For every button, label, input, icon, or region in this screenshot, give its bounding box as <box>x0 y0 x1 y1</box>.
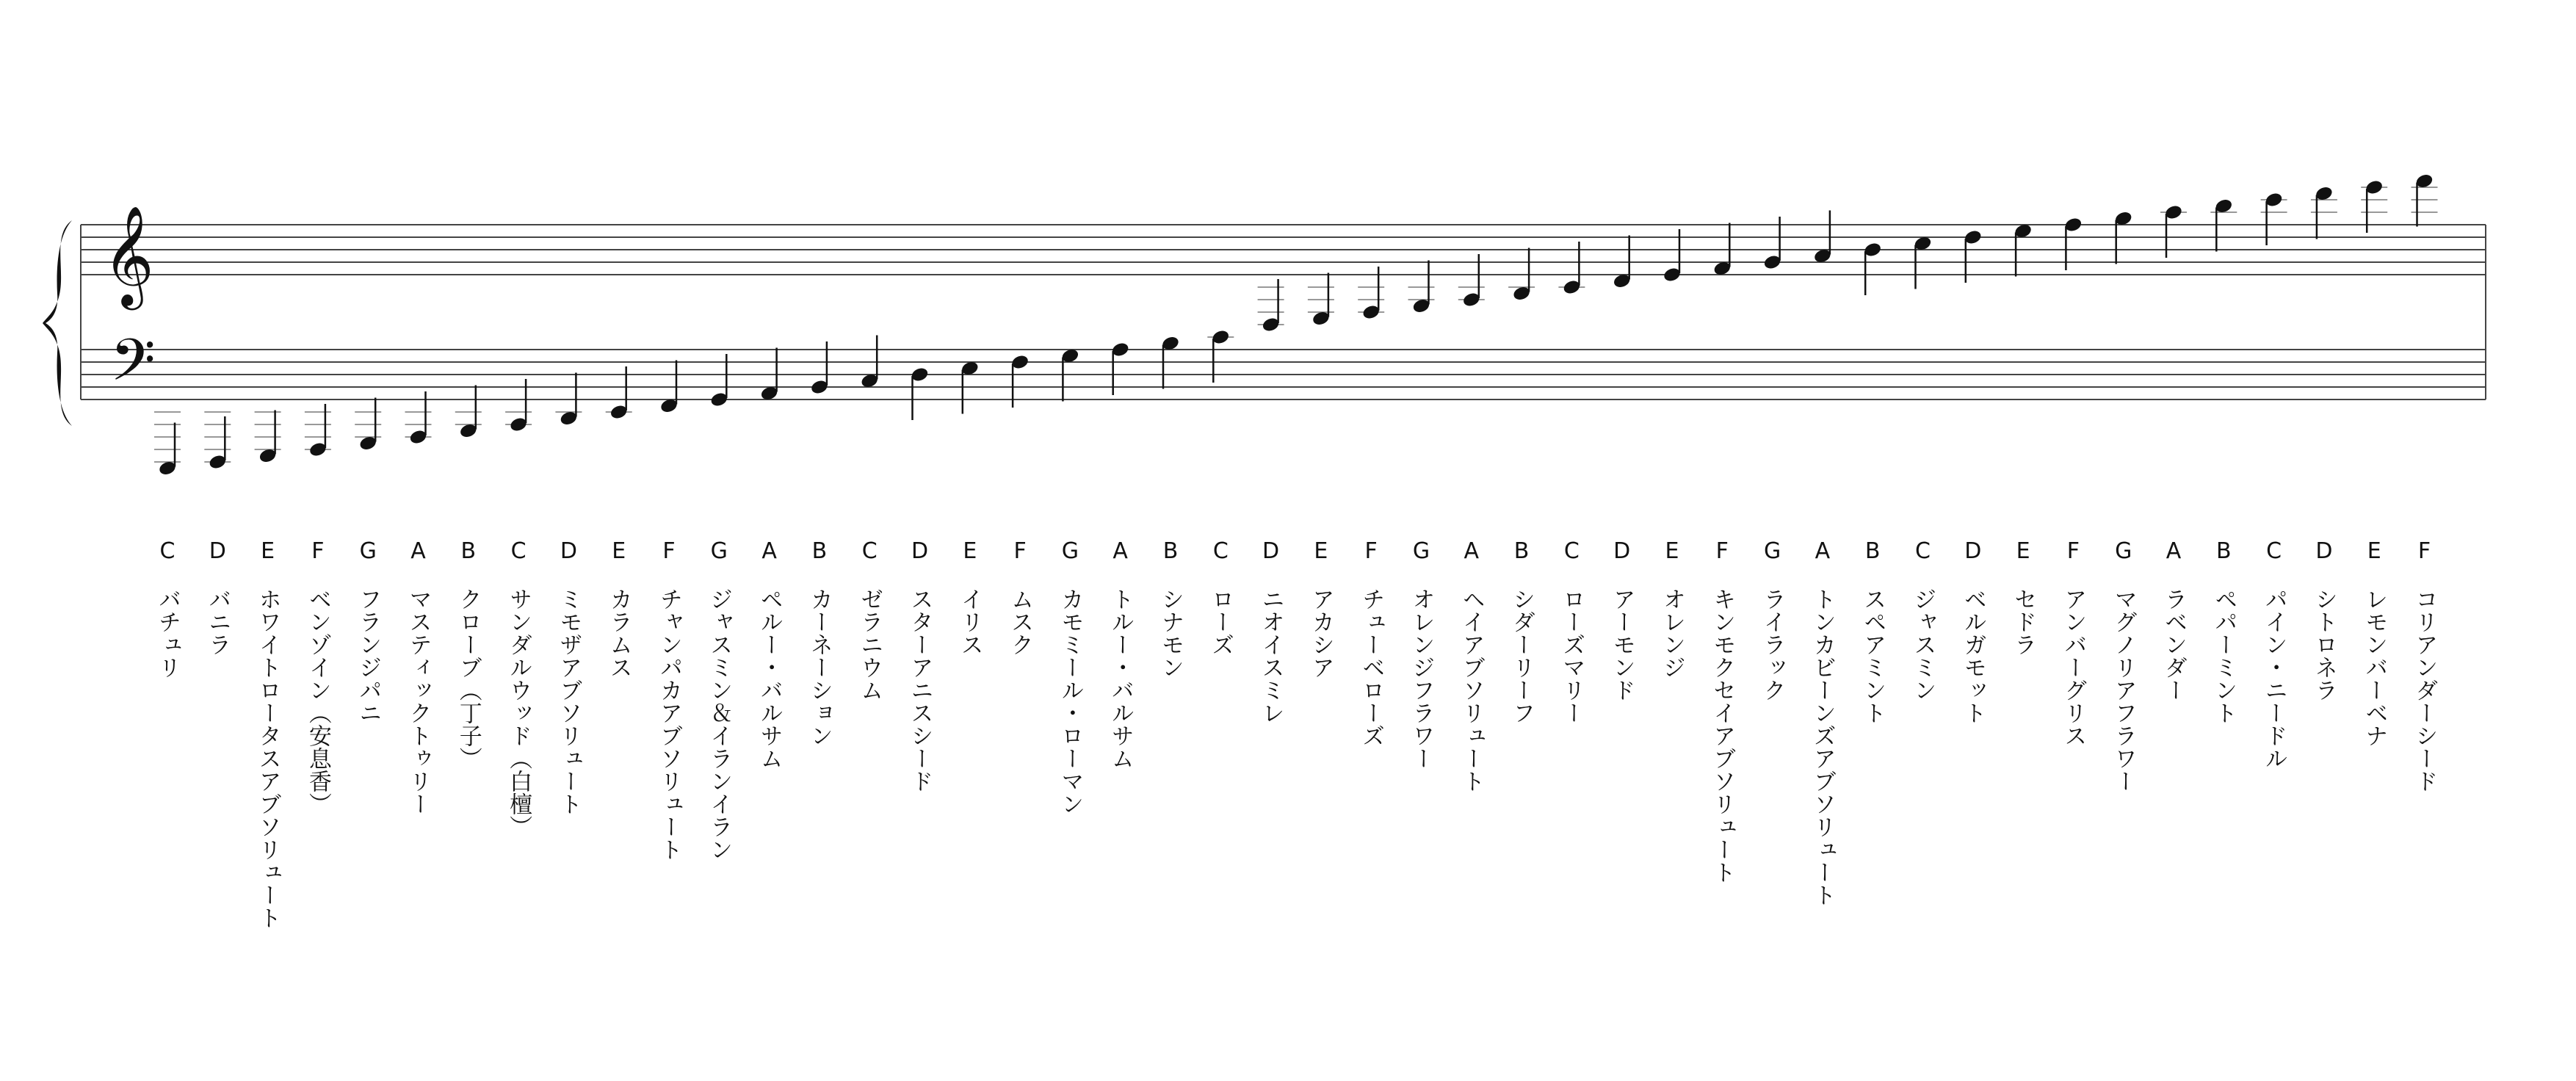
note-letter: G <box>2115 538 2132 564</box>
note-letter: G <box>1061 538 1079 564</box>
scent-name: カーネーション <box>806 588 833 747</box>
scent-name: ペパーミント <box>2210 588 2237 724</box>
note-letter: B <box>2216 538 2232 564</box>
note-letter: B <box>1162 538 1179 564</box>
scent-name: バチュリ <box>154 588 181 679</box>
note-letter: A <box>2166 538 2182 564</box>
note-letter: B <box>460 538 477 564</box>
note-letter: F <box>1013 538 1027 564</box>
note-letter: E <box>261 538 275 564</box>
note-letter: E <box>963 538 977 564</box>
note-letter: F <box>2417 538 2431 564</box>
grand-staff <box>0 0 2576 514</box>
note-letter: E <box>2367 538 2381 564</box>
note-letter: E <box>2016 538 2030 564</box>
note-letter: B <box>1513 538 1530 564</box>
scent-name: ミモザアブソリュート <box>555 588 582 815</box>
scent-name: バニラ <box>204 588 231 656</box>
scent-name: フランジパニ <box>355 588 382 724</box>
scent-name: アーモンド <box>1608 588 1635 701</box>
scent-name: ゼラニウム <box>856 588 883 701</box>
scent-name: ペルー・バルサム <box>756 588 783 770</box>
note-letter: A <box>1815 538 1831 564</box>
note-letter: E <box>1665 538 1679 564</box>
scent-name: ホワイトロータスアブソリュート <box>254 588 281 929</box>
scent-name: アンバーグリス <box>2060 588 2087 747</box>
note-letter: F <box>1364 538 1378 564</box>
scent-name: オレンジフラワー <box>1408 588 1435 770</box>
scent-name: セドラ <box>2010 588 2037 656</box>
scent-name: トンカビーンズアブソリュート <box>1809 588 1836 906</box>
note-letter: D <box>209 538 226 564</box>
scent-name: ラベンダー <box>2160 588 2187 701</box>
note-letter: F <box>2066 538 2080 564</box>
scent-name: スターアニスシード <box>906 588 933 792</box>
scent-name: ローズマリー <box>1558 588 1585 724</box>
scent-name: ムスク <box>1007 588 1034 656</box>
scent-name: ベルガモット <box>1959 588 1986 724</box>
note-letter: D <box>1262 538 1280 564</box>
scent-name: シダーリーフ <box>1508 588 1535 724</box>
note-letter: F <box>311 538 325 564</box>
scent-name: チャンパカアブソリュート <box>656 588 682 861</box>
scent-name: ジャスミン <box>1909 588 1936 701</box>
note-letter: D <box>560 538 577 564</box>
note-letter: G <box>710 538 728 564</box>
note-letter: B <box>811 538 828 564</box>
scent-name: カモミール・ローマン <box>1057 588 1084 815</box>
scent-name: カラムス <box>605 588 632 679</box>
note-letter: D <box>911 538 929 564</box>
scent-name: ローズ <box>1207 588 1234 656</box>
note-letter: D <box>1964 538 1982 564</box>
note-letter: B <box>1864 538 1881 564</box>
scent-name: スペアミント <box>1859 588 1886 724</box>
note-letter: C <box>2266 538 2282 564</box>
scent-name: ヘイアブソリュート <box>1458 588 1485 792</box>
note-letter: A <box>1112 538 1128 564</box>
note-letter: A <box>410 538 426 564</box>
note-letter: A <box>1464 538 1480 564</box>
scent-name: コリアンダーシード <box>2411 588 2438 792</box>
scent-name: シトロネラ <box>2310 588 2337 701</box>
scent-name: トルー・バルサム <box>1107 588 1134 770</box>
note-letter: G <box>1412 538 1430 564</box>
scent-name: ライラック <box>1759 588 1786 701</box>
scent-name: ベンゾイン（安息香） <box>304 588 331 815</box>
note-letter: D <box>2315 538 2333 564</box>
scent-name: クローブ（丁子） <box>455 588 482 770</box>
scent-name: オレンジ <box>1659 588 1685 679</box>
scent-name: マスティックトゥリー <box>405 588 432 815</box>
bass-clef-icon: 𝄢 <box>110 326 156 408</box>
note-letter: C <box>159 538 176 564</box>
scent-name: イリス <box>956 588 983 656</box>
note-letter: A <box>761 538 777 564</box>
note-letter: D <box>1613 538 1631 564</box>
note-letter: G <box>1763 538 1781 564</box>
note-letter: F <box>1715 538 1729 564</box>
scent-name: マグノリアフラワー <box>2110 588 2137 792</box>
scent-name: キンモクセイアブソリュート <box>1709 588 1736 883</box>
note-letter: F <box>662 538 676 564</box>
note-letter: C <box>861 538 878 564</box>
brace <box>43 220 72 426</box>
treble-clef-icon: 𝄞 <box>103 204 154 306</box>
scent-name: ジャスミン＆イランイラン <box>706 588 733 861</box>
note-letter: C <box>510 538 527 564</box>
note-letter: C <box>1212 538 1229 564</box>
scent-name: レモンバーベナ <box>2361 588 2388 747</box>
scent-name: ニオイスミレ <box>1257 588 1284 724</box>
scent-name: サンダルウッド（白檀） <box>505 588 532 838</box>
note-letter: E <box>1314 538 1328 564</box>
note-letter: E <box>612 538 626 564</box>
scent-name: パイン・ニードル <box>2260 588 2287 770</box>
note-letter: C <box>1915 538 1931 564</box>
scent-name: アカシア <box>1307 588 1334 679</box>
scent-name: チューベローズ <box>1358 588 1385 747</box>
scent-name: シナモン <box>1157 588 1184 679</box>
note-letter: G <box>359 538 377 564</box>
note-letter: C <box>1563 538 1580 564</box>
